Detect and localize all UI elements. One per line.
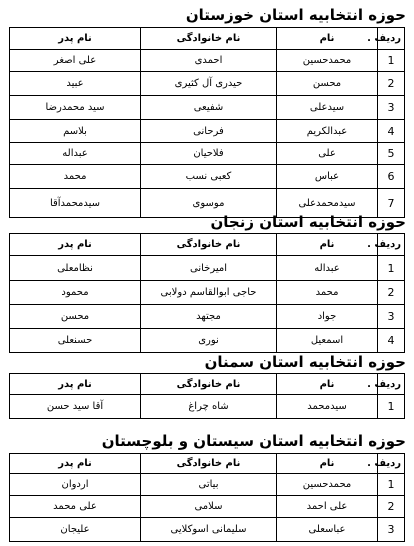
cell-father-name: علیجان xyxy=(10,518,141,542)
header-father-name: نام پدر xyxy=(10,374,141,395)
section-title: حوزه انتخابیه استان زنجان xyxy=(210,213,406,231)
cell-index: 3 xyxy=(378,305,405,329)
cell-father-name: عبید xyxy=(10,72,141,96)
cell-father-name: علی اصغر xyxy=(10,50,141,72)
table-row xyxy=(10,72,405,96)
header-father-name: نام پدر xyxy=(10,234,141,256)
cell-last-name: سلیمانی اسوکلایی xyxy=(141,518,277,542)
table-row xyxy=(10,329,405,353)
table-row xyxy=(10,474,405,496)
table-row xyxy=(10,518,405,542)
table-row xyxy=(10,256,405,281)
cell-last-name: کعبی نسب xyxy=(141,165,277,189)
cell-last-name: سلامی xyxy=(141,496,277,518)
cell-father-name: اردوان xyxy=(10,474,141,496)
header-last-name: نام خانوادگی xyxy=(141,374,277,395)
cell-index: 3 xyxy=(378,96,405,120)
candidates-table xyxy=(9,373,405,419)
table-header-row xyxy=(10,234,405,256)
cell-father-name: علی محمد xyxy=(10,496,141,518)
cell-last-name: نوری xyxy=(141,329,277,353)
cell-last-name: احمدی xyxy=(141,50,277,72)
header-last-name: نام خانوادگی xyxy=(141,454,277,474)
cell-index: 7 xyxy=(378,189,405,218)
cell-father-name: آقا سید حسن xyxy=(10,395,141,419)
candidates-table xyxy=(9,27,405,218)
cell-last-name: شفیعی xyxy=(141,96,277,120)
cell-father-name: محمد xyxy=(10,165,141,189)
header-father-name: نام پدر xyxy=(10,28,141,50)
cell-father-name: نظامعلی xyxy=(10,256,141,281)
header-index: ردیف . xyxy=(378,374,405,395)
cell-first-name: سیدمحمد xyxy=(277,395,378,419)
cell-father-name: محمود xyxy=(10,281,141,305)
cell-index: 2 xyxy=(378,72,405,96)
table-row xyxy=(10,120,405,143)
cell-first-name: محمد xyxy=(277,281,378,305)
cell-last-name: فلاحیان xyxy=(141,143,277,165)
section-title: حوزه انتخابیه استان سیستان و بلوچستان xyxy=(101,432,406,450)
cell-index: 1 xyxy=(378,256,405,281)
cell-index: 2 xyxy=(378,281,405,305)
cell-first-name: اسمعیل xyxy=(277,329,378,353)
header-first-name: نام xyxy=(277,454,378,474)
cell-first-name: محمدحسین xyxy=(277,50,378,72)
cell-father-name: عبداله xyxy=(10,143,141,165)
header-last-name: نام خانوادگی xyxy=(141,234,277,256)
cell-first-name: عباسعلی xyxy=(277,518,378,542)
header-first-name: نام xyxy=(277,28,378,50)
cell-first-name: جواد xyxy=(277,305,378,329)
cell-father-name: حسنعلی xyxy=(10,329,141,353)
cell-first-name: محمدحسین xyxy=(277,474,378,496)
table-row xyxy=(10,96,405,120)
cell-first-name: سیدعلی xyxy=(277,96,378,120)
cell-last-name: حیدری آل کثیری xyxy=(141,72,277,96)
candidates-table xyxy=(9,233,405,353)
cell-father-name: سیدمحمدآقا xyxy=(10,189,141,218)
table-row xyxy=(10,50,405,72)
table-row xyxy=(10,496,405,518)
cell-first-name: عباس xyxy=(277,165,378,189)
cell-last-name: فرحانی xyxy=(141,120,277,143)
cell-last-name: موسوی xyxy=(141,189,277,218)
cell-last-name: شاه چراغ xyxy=(141,395,277,419)
table-row xyxy=(10,281,405,305)
header-first-name: نام xyxy=(277,374,378,395)
table-row xyxy=(10,143,405,165)
cell-last-name: بیاتی xyxy=(141,474,277,496)
cell-father-name: بلاسم xyxy=(10,120,141,143)
header-father-name: نام پدر xyxy=(10,454,141,474)
cell-first-name: سیدمحمدعلی xyxy=(277,189,378,218)
cell-index: 1 xyxy=(378,395,405,419)
cell-index: 6 xyxy=(378,165,405,189)
header-index: ردیف . xyxy=(378,234,405,256)
section-title: حوزه انتخابیه استان سمنان xyxy=(204,353,406,371)
header-index: ردیف . xyxy=(378,454,405,474)
cell-father-name: محسن xyxy=(10,305,141,329)
cell-index: 5 xyxy=(378,143,405,165)
cell-father-name: سید محمدرضا xyxy=(10,96,141,120)
cell-index: 3 xyxy=(378,518,405,542)
header-last-name: نام خانوادگی xyxy=(141,28,277,50)
cell-last-name: حاجی ابوالقاسم دولابی xyxy=(141,281,277,305)
table-row xyxy=(10,395,405,419)
candidates-table xyxy=(9,453,405,542)
cell-first-name: عبدالکریم xyxy=(277,120,378,143)
table-header-row xyxy=(10,454,405,474)
header-first-name: نام xyxy=(277,234,378,256)
section-title: حوزه انتخابیه استان خوزستان xyxy=(185,6,406,24)
table-header-row xyxy=(10,374,405,395)
cell-first-name: علی احمد xyxy=(277,496,378,518)
table-row xyxy=(10,165,405,189)
cell-index: 4 xyxy=(378,120,405,143)
header-index: ردیف . xyxy=(378,28,405,50)
cell-index: 1 xyxy=(378,50,405,72)
cell-first-name: علی xyxy=(277,143,378,165)
cell-first-name: عبداله xyxy=(277,256,378,281)
table-row xyxy=(10,305,405,329)
cell-index: 1 xyxy=(378,474,405,496)
cell-first-name: محسن xyxy=(277,72,378,96)
cell-index: 4 xyxy=(378,329,405,353)
table-header-row xyxy=(10,28,405,50)
cell-index: 2 xyxy=(378,496,405,518)
cell-last-name: مجتهد xyxy=(141,305,277,329)
cell-last-name: امیرخانی xyxy=(141,256,277,281)
